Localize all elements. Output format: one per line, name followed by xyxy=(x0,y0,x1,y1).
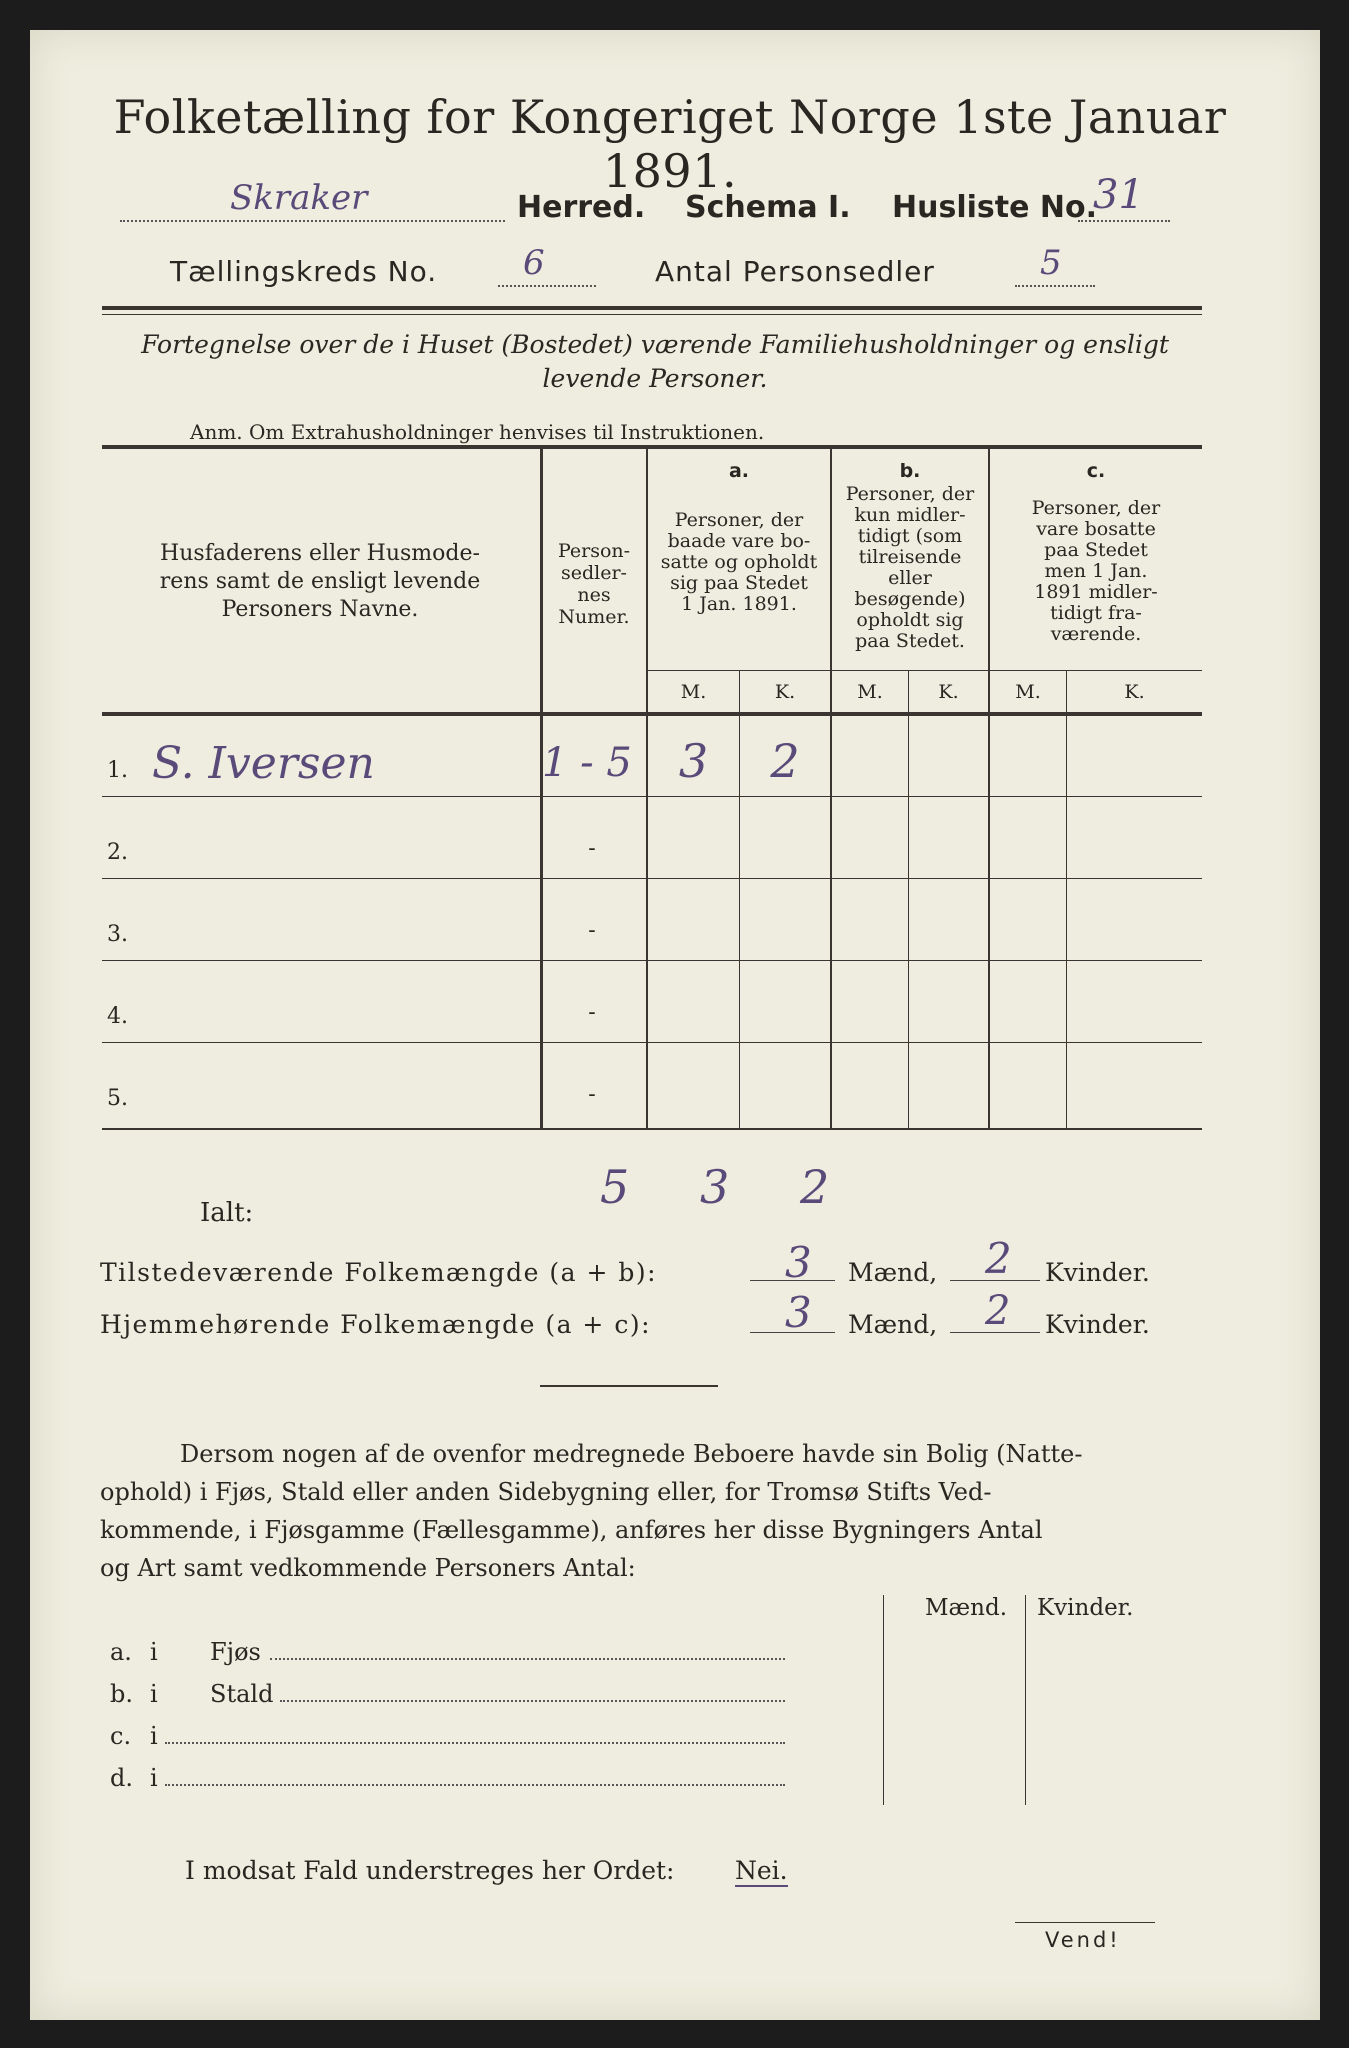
row-numer: - xyxy=(588,1000,596,1025)
husliste-value: 31 xyxy=(1093,172,1144,218)
b-m-label: M. xyxy=(857,681,883,703)
table-row: 3. - xyxy=(102,880,1202,962)
col-maend-label: Mænd. xyxy=(925,1595,1008,1621)
col-kvinder-label: Kvinder. xyxy=(1037,1595,1134,1621)
tilstede-k: 2 xyxy=(985,1234,1012,1283)
b-k-label: K. xyxy=(938,681,959,703)
table-row: 4. - xyxy=(102,962,1202,1044)
row-a-m: 3 xyxy=(678,734,709,788)
mk-rule xyxy=(648,670,1202,671)
row-numer: - xyxy=(588,836,596,861)
table-row: 1. S. Iversen 1 - 5 3 2 xyxy=(102,716,1202,798)
ialt-k: 2 xyxy=(800,1160,830,1214)
buildings-vline-1 xyxy=(883,1595,884,1805)
header-rule-thin xyxy=(102,314,1202,315)
c-m-label: M. xyxy=(1015,681,1041,703)
herred-label: Herred. xyxy=(517,190,646,225)
col-a-header: Personer, der baade vare bo- satte og opholdt sig paa Stedet 1 Jan. 1891. xyxy=(660,509,818,615)
intro-line2: levende Personer. xyxy=(542,364,768,393)
tilstede-m: 3 xyxy=(785,1238,812,1287)
nei-word: Nei. xyxy=(735,1856,788,1885)
hjemme-label: Hjemmehørende Folkemængde (a + c): xyxy=(100,1310,651,1339)
row-numer: - xyxy=(588,1082,596,1107)
table-body xyxy=(102,716,1202,1126)
col-c-header: Personer, der vare bosatte paa Stedet men 1 Jan. 1891 midler- tidigt fra- værende. xyxy=(1031,497,1161,645)
section-divider xyxy=(540,1385,718,1387)
col-numer-header: Person- sedler- nes Numer. xyxy=(557,540,631,628)
table-row: 5. - xyxy=(102,1044,1202,1126)
header-rule xyxy=(102,306,1202,310)
row-numer: 1 - 5 xyxy=(542,740,632,786)
tilstede-maend: Mænd, xyxy=(848,1258,938,1287)
intro-line1: Fortegnelse over de i Huset (Bostedet) værende Familiehusholdninger og ensligt xyxy=(141,330,1169,359)
row-numer: - xyxy=(588,918,596,943)
herred-field xyxy=(120,178,505,222)
row-name: S. Iversen xyxy=(152,738,375,789)
a-m-label: M. xyxy=(680,681,707,703)
hjemme-maend: Mænd, xyxy=(848,1310,938,1339)
husliste-label: Husliste No. xyxy=(892,190,1097,225)
anm-note: Anm. Om Extrahusholdninger henvises til Instruktionen. xyxy=(190,420,765,444)
form-title: Folketælling for Kongeriget Norge 1ste Januar 1891. xyxy=(113,90,1227,198)
schema-label: Schema I. xyxy=(685,190,851,225)
husliste-field xyxy=(1078,172,1170,222)
hjemme-k: 2 xyxy=(985,1288,1011,1334)
ialt-m: 3 xyxy=(700,1160,730,1214)
col-b-letter: b. xyxy=(899,460,921,482)
kreds-value: 6 xyxy=(523,243,545,283)
personsedler-value: 5 xyxy=(1040,243,1062,283)
row-a-k: 2 xyxy=(770,734,800,788)
census-form-page: Folketælling for Kongeriget Norge 1ste Januar 1891. Skraker Herred. Schema I. Husliste No. 31 Tællingskreds No. 6 Antal Personsedler 5 Fortegnelse over de i Huset (Bostedet) værende Familiehusholdninger og ensligt levende Personer. Anm. Om Extrahusholdninger henvises til Instruktionen. Husfaderens eller Husmode- rens samt de ensligt levende Personers Navne. Person- sedler- nes Numer. a. Personer, der baade vare bo- satte og opholdt sig paa Stedet 1 Jan. 1891. b. Personer, der kun midler- tidigt (som tilreisende eller besøgende) opholdt sig paa Stedet. c. Personer, der vare bosatte paa Stedet men 1 Jan. 1891 midler- tidigt fra- værende. M. K. M. K. M. K. 1. S. Iversen 1 - 5 3 2 2. - 3. - 4. - 5. - Ialt: 5 3 2 Tilstedeværende Folkemængde (a + b): 3 Mænd, 2 Kvinder. Hjemmehørende Folkemængde (a + c): 3 Mænd, 2 Kvinder. Dersom nogen af de ovenfor medregnede Beboere havde sin Bolig (Natte- ophold) i Fjøs, Stald eller anden Sidebygning eller, for Tromsø Stifts Ved- kommende, i Fjøsgamme (Fællesgamme), anføres her disse Bygningers Antal og Art samt vedkommende Personers Antal: Mænd. Kvinder. a. i Fjøs b. i Stald c. i d. i I modsat Fald understreges her Ordet: Nei. Vend! xyxy=(30,30,1320,2020)
herred-value: Skraker xyxy=(230,178,368,218)
vend-rule xyxy=(1015,1922,1155,1923)
vend-text: Vend! xyxy=(1045,1928,1121,1952)
table-top-rule xyxy=(102,445,1202,449)
tilstede-kvinder: Kvinder. xyxy=(1045,1258,1150,1287)
col-b-header: Personer, der kun midler- tidigt (som tilreisende eller besøgende) opholdt sig paa Stedet. xyxy=(845,483,975,652)
ialt-label: Ialt: xyxy=(200,1198,254,1228)
personsedler-label: Antal Personsedler xyxy=(655,255,935,288)
table-row: 2. - xyxy=(102,798,1202,880)
hjemme-kvinder: Kvinder. xyxy=(1045,1310,1150,1339)
a-k-label: K. xyxy=(774,681,796,703)
kreds-label: Tællingskreds No. xyxy=(170,255,438,288)
modsat-text: I modsat Fald understreges her Ordet: xyxy=(185,1856,675,1885)
ialt-numer: 5 xyxy=(600,1160,630,1214)
col-names-header: Husfaderens eller Husmode- rens samt de ensligt levende Personers Navne. xyxy=(159,541,481,622)
col-a-letter: a. xyxy=(728,460,750,482)
hjemme-m: 3 xyxy=(785,1288,812,1337)
buildings-paragraph: Dersom nogen af de ovenfor medregnede Beboere havde sin Bolig (Natte- ophold) i Fjøs, Stald eller anden Sidebygning eller, for Tromsø Stifts Ved- kommende, i Fjøsgamme (Fællesgamme), anføres her disse Bygningers Antal og Art samt vedkommende Personers Antal: xyxy=(100,1440,1083,1582)
col-c-letter: c. xyxy=(1086,460,1106,482)
c-k-label: K. xyxy=(1124,681,1145,703)
tilstede-label: Tilstedeværende Folkemængde (a + b): xyxy=(100,1258,658,1287)
table-bottom-rule xyxy=(102,1128,1202,1130)
buildings-vline-2 xyxy=(1025,1595,1026,1805)
personsedler-field xyxy=(1015,243,1095,287)
kreds-field xyxy=(498,243,596,287)
